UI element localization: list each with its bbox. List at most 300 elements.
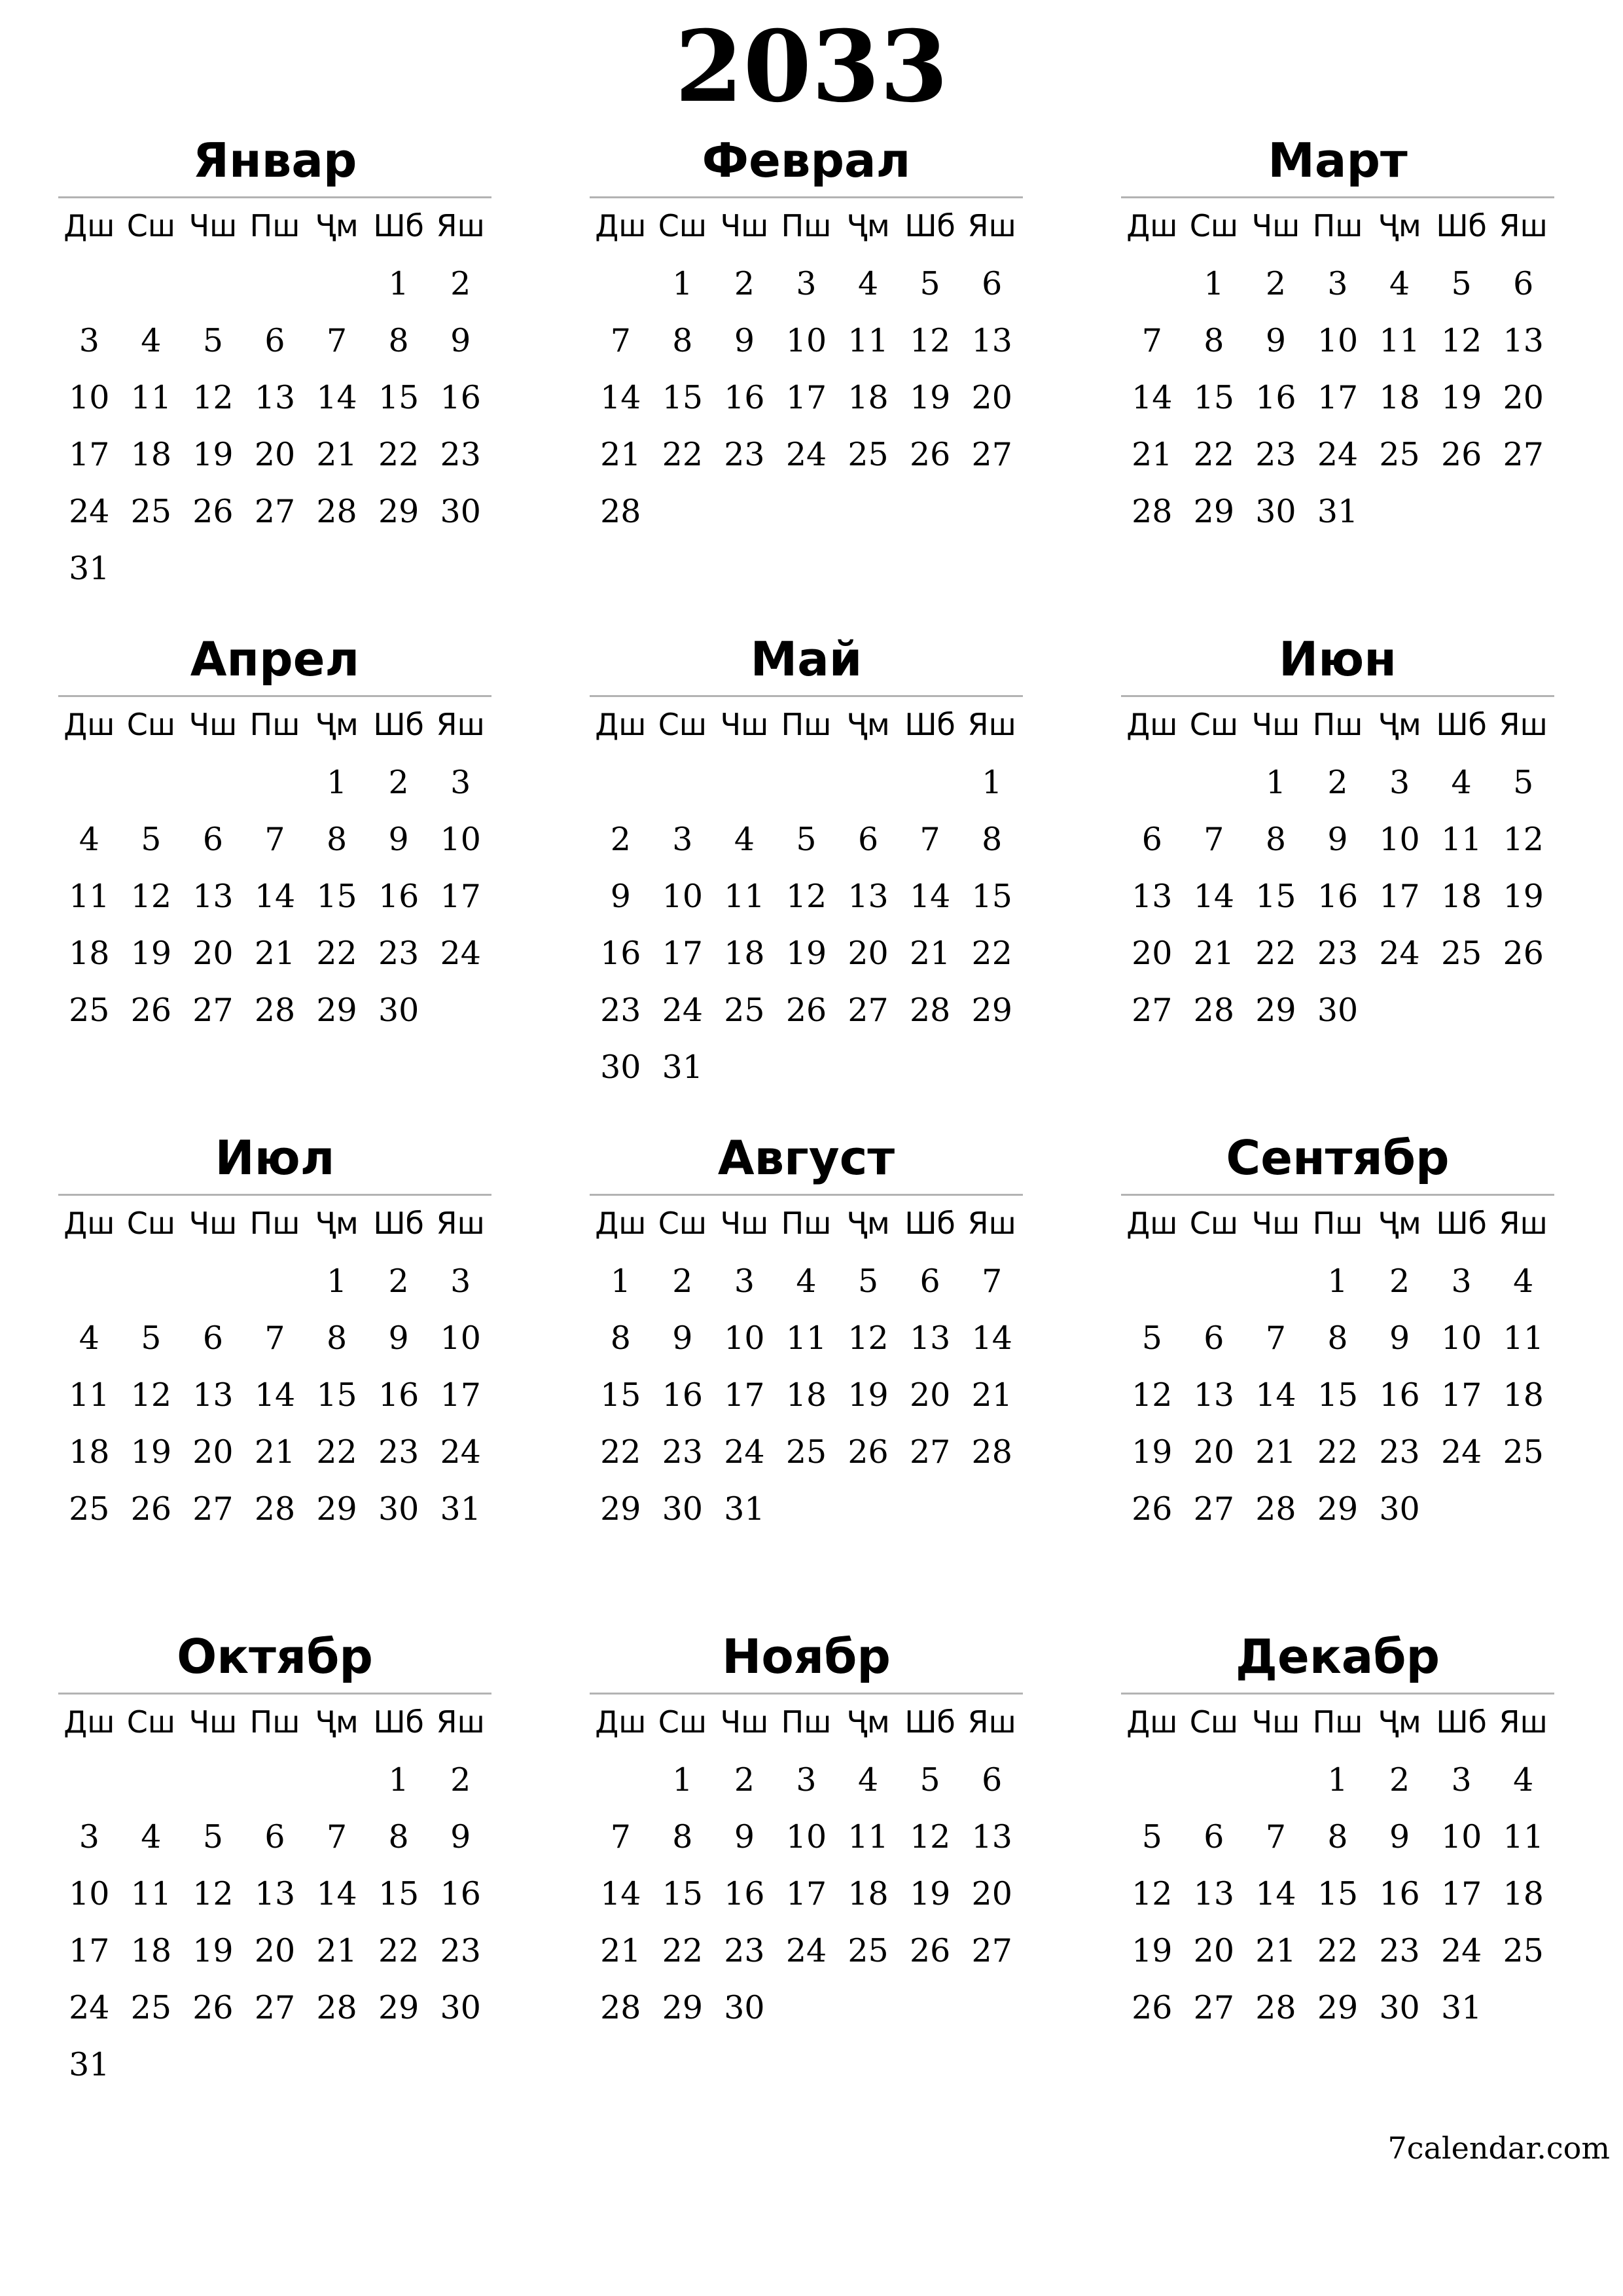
day-cell: 12 (909, 322, 951, 359)
empty-day-cell (182, 1751, 244, 1808)
month-name: Август (590, 1122, 1023, 1196)
day-cell: 28 (1132, 493, 1173, 530)
weekday-header: Шб (904, 1206, 955, 1241)
day-cell: 27 (192, 992, 234, 1029)
day-cell: 20 (971, 379, 1012, 416)
day-cell: 21 (254, 1433, 296, 1471)
day-cell: 18 (1440, 878, 1482, 915)
day-cell: 19 (909, 379, 951, 416)
day-cell: 8 (610, 1319, 631, 1357)
day-cell: 4 (857, 1761, 879, 1799)
months-grid (58, 124, 1554, 2119)
day-cell: 13 (1193, 1875, 1235, 1912)
day-cell: 10 (440, 1319, 481, 1357)
day-cell: 8 (1265, 821, 1287, 858)
month-calendar (1121, 124, 1554, 623)
days-grid (1121, 198, 1554, 540)
day-cell: 14 (1132, 379, 1173, 416)
day-cell: 16 (378, 1376, 419, 1414)
day-cell: 24 (724, 1433, 765, 1471)
day-cell: 18 (1379, 379, 1420, 416)
day-cell: 7 (1204, 821, 1224, 858)
weekday-header: Шб (904, 707, 955, 742)
empty-day-cell (58, 255, 120, 312)
day-cell: 14 (600, 379, 641, 416)
days-grid (58, 1196, 491, 1537)
weekday-header: Сш (658, 707, 707, 742)
day-cell: 22 (1193, 436, 1235, 473)
empty-day-cell (306, 255, 368, 312)
day-cell: 26 (847, 1433, 889, 1471)
weekday-header: Ҷм (315, 1206, 359, 1241)
day-cell: 26 (785, 992, 827, 1029)
day-cell: 20 (1132, 935, 1173, 972)
days-grid (590, 697, 1023, 1096)
day-cell: 4 (1389, 265, 1410, 302)
weekday-header: Ҷм (846, 208, 890, 243)
day-cell: 3 (1327, 265, 1348, 302)
day-cell: 26 (1132, 1989, 1173, 2026)
day-cell: 25 (1503, 1433, 1544, 1471)
day-cell: 18 (847, 1875, 889, 1912)
day-cell: 11 (1503, 1818, 1544, 1856)
day-cell: 28 (1255, 1989, 1296, 2026)
day-cell: 6 (919, 1263, 940, 1300)
day-cell: 19 (1440, 379, 1482, 416)
day-cell: 30 (378, 992, 419, 1029)
day-cell: 30 (440, 493, 481, 530)
weekday-header: Сш (658, 1206, 707, 1241)
day-cell: 4 (1513, 1761, 1534, 1799)
weekday-header: Шб (373, 1206, 424, 1241)
weekday-header: Пш (781, 1206, 832, 1241)
day-cell: 22 (316, 935, 357, 972)
day-cell: 12 (130, 1376, 172, 1414)
day-cell: 29 (316, 992, 357, 1029)
day-cell: 14 (316, 1875, 357, 1912)
day-cell: 23 (1379, 1433, 1420, 1471)
month-name: Декабр (1121, 1621, 1554, 1695)
day-cell: 28 (254, 992, 296, 1029)
day-cell: 1 (1327, 1263, 1348, 1300)
day-cell: 23 (662, 1433, 704, 1471)
empty-day-cell (58, 754, 120, 811)
day-cell: 29 (378, 1989, 419, 2026)
day-cell: 5 (919, 1761, 940, 1799)
day-cell: 3 (450, 1263, 471, 1300)
day-cell: 3 (1389, 764, 1410, 801)
day-cell: 8 (672, 322, 693, 359)
day-cell: 24 (1440, 1433, 1482, 1471)
weekday-header: Чш (188, 1206, 238, 1241)
days-grid (58, 1695, 491, 2093)
month-name: Июн (1121, 623, 1554, 697)
day-cell: 22 (316, 1433, 357, 1471)
weekday-header: Чш (1251, 208, 1300, 243)
weekday-header: Чш (1251, 1704, 1300, 1740)
day-cell: 9 (610, 878, 631, 915)
day-cell: 31 (69, 550, 110, 587)
day-cell: 14 (971, 1319, 1012, 1357)
day-cell: 15 (662, 379, 704, 416)
day-cell: 14 (600, 1875, 641, 1912)
day-cell: 4 (734, 821, 755, 858)
day-cell: 6 (1513, 265, 1534, 302)
day-cell: 15 (600, 1376, 641, 1414)
day-cell: 9 (1265, 322, 1287, 359)
day-cell: 19 (1503, 878, 1544, 915)
day-cell: 19 (847, 1376, 889, 1414)
day-cell: 24 (69, 493, 110, 530)
weekday-header: Чш (720, 1704, 769, 1740)
empty-day-cell (1245, 1253, 1307, 1310)
day-cell: 11 (130, 379, 172, 416)
day-cell: 31 (724, 1490, 765, 1528)
day-cell: 26 (1132, 1490, 1173, 1528)
day-cell: 26 (130, 1490, 172, 1528)
day-cell: 25 (847, 436, 889, 473)
day-cell: 5 (202, 322, 224, 359)
day-cell: 1 (672, 265, 693, 302)
day-cell: 31 (1317, 493, 1359, 530)
footer-site-label: 7calendar.com (1387, 2130, 1610, 2166)
day-cell: 22 (600, 1433, 641, 1471)
month-calendar (58, 124, 491, 623)
day-cell: 30 (1379, 1989, 1420, 2026)
day-cell: 8 (1327, 1319, 1348, 1357)
day-cell: 17 (662, 935, 704, 972)
day-cell: 12 (1132, 1875, 1173, 1912)
weekday-header: Сш (126, 208, 175, 243)
day-cell: 12 (1440, 322, 1482, 359)
weekday-header: Дш (63, 208, 115, 243)
weekday-header: Чш (188, 1704, 238, 1740)
weekday-header: Ҷм (1378, 1206, 1421, 1241)
weekday-header: Яш (1499, 707, 1548, 742)
day-cell: 25 (69, 1490, 110, 1528)
day-cell: 23 (378, 1433, 419, 1471)
day-cell: 20 (254, 436, 296, 473)
day-cell: 6 (1204, 1818, 1224, 1856)
day-cell: 16 (724, 379, 765, 416)
day-cell: 27 (971, 436, 1012, 473)
day-cell: 14 (316, 379, 357, 416)
day-cell: 30 (1317, 992, 1359, 1029)
day-cell: 27 (1503, 436, 1544, 473)
day-cell: 27 (1193, 1490, 1235, 1528)
day-cell: 28 (1255, 1490, 1296, 1528)
day-cell: 17 (69, 436, 110, 473)
day-cell: 9 (388, 1319, 409, 1357)
weekday-header: Дш (1126, 208, 1178, 243)
day-cell: 24 (1317, 436, 1359, 473)
day-cell: 25 (785, 1433, 827, 1471)
day-cell: 1 (326, 1263, 348, 1300)
day-cell: 10 (662, 878, 704, 915)
day-cell: 7 (610, 322, 631, 359)
day-cell: 16 (1379, 1875, 1420, 1912)
day-cell: 3 (1451, 1761, 1472, 1799)
day-cell: 4 (141, 1818, 162, 1856)
day-cell: 8 (388, 1818, 409, 1856)
day-cell: 14 (1193, 878, 1235, 915)
day-cell: 19 (1132, 1932, 1173, 1969)
weekday-header: Ҷм (1378, 208, 1421, 243)
day-cell: 14 (254, 1376, 296, 1414)
day-cell: 18 (69, 935, 110, 972)
day-cell: 24 (69, 1989, 110, 2026)
day-cell: 16 (378, 878, 419, 915)
day-cell: 23 (724, 436, 765, 473)
days-grid (1121, 697, 1554, 1039)
page-title: 2033 (675, 9, 948, 124)
day-cell: 26 (192, 493, 234, 530)
weekday-header: Чш (720, 208, 769, 243)
weekday-header: Яш (967, 1206, 1016, 1241)
day-cell: 22 (378, 1932, 419, 1969)
day-cell: 3 (79, 322, 99, 359)
empty-day-cell (244, 1751, 306, 1808)
day-cell: 1 (610, 1263, 631, 1300)
empty-day-cell (244, 754, 306, 811)
day-cell: 19 (130, 935, 172, 972)
day-cell: 9 (388, 821, 409, 858)
day-cell: 12 (847, 1319, 889, 1357)
day-cell: 16 (600, 935, 641, 972)
day-cell: 11 (69, 878, 110, 915)
day-cell: 31 (1440, 1989, 1482, 2026)
empty-day-cell (590, 754, 652, 811)
days-grid (590, 198, 1023, 540)
day-cell: 2 (450, 265, 471, 302)
day-cell: 5 (1451, 265, 1472, 302)
day-cell: 30 (662, 1490, 704, 1528)
day-cell: 27 (192, 1490, 234, 1528)
weekday-header: Сш (1189, 707, 1238, 742)
day-cell: 17 (69, 1932, 110, 1969)
day-cell: 23 (600, 992, 641, 1029)
day-cell: 5 (796, 821, 817, 858)
month-calendar (1121, 1122, 1554, 1621)
day-cell: 10 (1317, 322, 1359, 359)
weekday-header: Ҷм (315, 208, 359, 243)
day-cell: 2 (1389, 1263, 1410, 1300)
day-cell: 10 (1440, 1818, 1482, 1856)
day-cell: 1 (982, 764, 1003, 801)
month-calendar (590, 623, 1023, 1122)
day-cell: 22 (1317, 1433, 1359, 1471)
day-cell: 21 (1193, 935, 1235, 972)
day-cell: 19 (1132, 1433, 1173, 1471)
month-name: Май (590, 623, 1023, 697)
day-cell: 31 (69, 2046, 110, 2083)
day-cell: 23 (1379, 1932, 1420, 1969)
empty-day-cell (837, 754, 899, 811)
day-cell: 15 (1255, 878, 1296, 915)
day-cell: 8 (326, 1319, 348, 1357)
weekday-header: Ҷм (1378, 1704, 1421, 1740)
day-cell: 4 (1451, 764, 1472, 801)
day-cell: 18 (1503, 1875, 1544, 1912)
day-cell: 5 (857, 1263, 879, 1300)
day-cell: 26 (192, 1989, 234, 2026)
day-cell: 4 (79, 1319, 99, 1357)
day-cell: 6 (1141, 821, 1162, 858)
day-cell: 18 (785, 1376, 827, 1414)
empty-day-cell (120, 255, 183, 312)
day-cell: 23 (440, 436, 481, 473)
day-cell: 1 (388, 265, 409, 302)
day-cell: 17 (1317, 379, 1359, 416)
day-cell: 11 (1379, 322, 1420, 359)
weekday-header: Дш (63, 1704, 115, 1740)
day-cell: 24 (662, 992, 704, 1029)
empty-day-cell (182, 1253, 244, 1310)
weekday-header: Чш (188, 707, 238, 742)
weekday-header: Пш (1312, 208, 1363, 243)
weekday-header: Яш (436, 707, 485, 742)
day-cell: 5 (141, 1319, 162, 1357)
day-cell: 22 (971, 935, 1012, 972)
day-cell: 4 (796, 1263, 817, 1300)
day-cell: 9 (1327, 821, 1348, 858)
day-cell: 24 (785, 1932, 827, 1969)
day-cell: 27 (1132, 992, 1173, 1029)
day-cell: 29 (971, 992, 1012, 1029)
day-cell: 24 (1440, 1932, 1482, 1969)
day-cell: 2 (734, 1761, 755, 1799)
day-cell: 4 (857, 265, 879, 302)
day-cell: 30 (1379, 1490, 1420, 1528)
month-calendar (1121, 623, 1554, 1122)
empty-day-cell (1245, 1751, 1307, 1808)
day-cell: 13 (254, 379, 296, 416)
weekday-header: Шб (373, 707, 424, 742)
days-grid (590, 1695, 1023, 2036)
day-cell: 4 (141, 322, 162, 359)
day-cell: 16 (440, 379, 481, 416)
day-cell: 12 (909, 1818, 951, 1856)
day-cell: 13 (254, 1875, 296, 1912)
day-cell: 5 (141, 821, 162, 858)
month-name: Июл (58, 1122, 491, 1196)
day-cell: 11 (69, 1376, 110, 1414)
weekday-header: Яш (1499, 208, 1548, 243)
day-cell: 5 (1141, 1319, 1162, 1357)
days-grid (1121, 1695, 1554, 2036)
day-cell: 17 (1440, 1376, 1482, 1414)
day-cell: 26 (909, 436, 951, 473)
day-cell: 15 (662, 1875, 704, 1912)
day-cell: 7 (610, 1818, 631, 1856)
weekday-header: Ҷм (846, 1704, 890, 1740)
day-cell: 3 (450, 764, 471, 801)
day-cell: 9 (734, 1818, 755, 1856)
day-cell: 12 (1503, 821, 1544, 858)
weekday-header: Яш (436, 1704, 485, 1740)
weekday-header: Яш (967, 1704, 1016, 1740)
weekday-header: Чш (1251, 707, 1300, 742)
empty-day-cell (120, 1253, 183, 1310)
day-cell: 11 (847, 1818, 889, 1856)
day-cell: 1 (672, 1761, 693, 1799)
day-cell: 17 (785, 1875, 827, 1912)
day-cell: 23 (1255, 436, 1296, 473)
weekday-header: Чш (720, 1206, 769, 1241)
day-cell: 12 (1132, 1376, 1173, 1414)
weekday-header: Пш (249, 707, 300, 742)
day-cell: 20 (1193, 1932, 1235, 1969)
day-cell: 6 (1204, 1319, 1224, 1357)
day-cell: 17 (1440, 1875, 1482, 1912)
day-cell: 23 (724, 1932, 765, 1969)
day-cell: 25 (1440, 935, 1482, 972)
day-cell: 20 (192, 1433, 234, 1471)
weekday-header: Сш (1189, 1704, 1238, 1740)
day-cell: 4 (79, 821, 99, 858)
day-cell: 28 (600, 1989, 641, 2026)
day-cell: 25 (1503, 1932, 1544, 1969)
day-cell: 7 (1265, 1818, 1287, 1856)
month-calendar (1121, 1621, 1554, 2119)
day-cell: 5 (919, 265, 940, 302)
day-cell: 29 (1255, 992, 1296, 1029)
day-cell: 2 (1389, 1761, 1410, 1799)
day-cell: 13 (192, 1376, 234, 1414)
empty-day-cell (652, 754, 714, 811)
day-cell: 2 (388, 764, 409, 801)
day-cell: 7 (982, 1263, 1003, 1300)
weekday-header: Яш (967, 208, 1016, 243)
weekday-header: Чш (720, 707, 769, 742)
day-cell: 5 (1141, 1818, 1162, 1856)
day-cell: 6 (264, 322, 285, 359)
empty-day-cell (1183, 1253, 1245, 1310)
day-cell: 29 (1193, 493, 1235, 530)
day-cell: 20 (1193, 1433, 1235, 1471)
weekday-header: Дш (595, 1206, 647, 1241)
day-cell: 28 (316, 493, 357, 530)
day-cell: 21 (1255, 1433, 1296, 1471)
day-cell: 16 (1317, 878, 1359, 915)
day-cell: 18 (724, 935, 765, 972)
day-cell: 11 (1503, 1319, 1544, 1357)
day-cell: 10 (440, 821, 481, 858)
day-cell: 10 (785, 322, 827, 359)
day-cell: 30 (1255, 493, 1296, 530)
day-cell: 9 (1389, 1818, 1410, 1856)
weekday-header: Чш (1251, 1206, 1300, 1241)
weekday-header: Сш (1189, 208, 1238, 243)
day-cell: 28 (909, 992, 951, 1029)
day-cell: 31 (440, 1490, 481, 1528)
day-cell: 29 (316, 1490, 357, 1528)
day-cell: 12 (130, 878, 172, 915)
day-cell: 25 (130, 1989, 172, 2026)
weekday-header: Дш (595, 1704, 647, 1740)
day-cell: 19 (785, 935, 827, 972)
day-cell: 25 (847, 1932, 889, 1969)
day-cell: 28 (600, 493, 641, 530)
weekday-header: Пш (781, 208, 832, 243)
day-cell: 6 (982, 265, 1003, 302)
weekday-header: Яш (967, 707, 1016, 742)
weekday-header: Ҷм (315, 1704, 359, 1740)
weekday-header: Сш (126, 707, 175, 742)
day-cell: 27 (847, 992, 889, 1029)
day-cell: 6 (264, 1818, 285, 1856)
day-cell: 29 (662, 1989, 704, 2026)
